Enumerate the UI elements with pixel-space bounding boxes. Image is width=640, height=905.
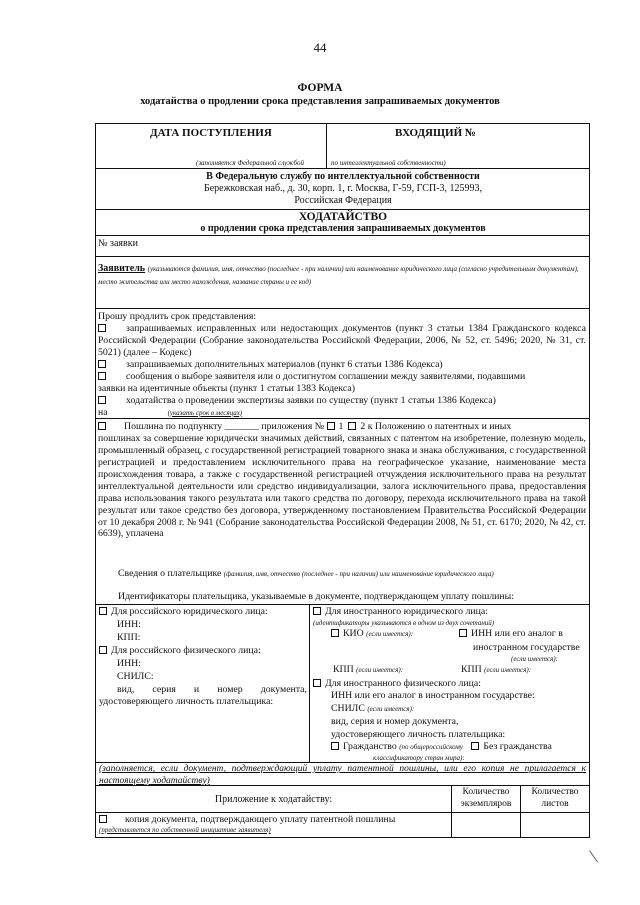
item4-checkbox[interactable] — [98, 396, 106, 404]
col-copies-header-2: экземпляров — [460, 799, 512, 809]
kio-checkbox[interactable] — [331, 629, 339, 637]
kpp2-label: КПП — [461, 663, 482, 675]
identifiers-line: Идентификаторы плательщика, указываемые в документе, подтверждающем уплату пошлины: — [118, 591, 514, 602]
fee-section — [98, 421, 586, 540]
item3-checkbox[interactable] — [98, 372, 106, 380]
na-label: на — [98, 406, 108, 418]
attachment1-label: копия документа, подтверждающего уплату патентной пошлины — [125, 814, 396, 825]
annex1-label: 1 — [338, 421, 344, 432]
foreign-snils-label: СНИЛС — [331, 703, 365, 715]
ru-doc-line2[interactable]: удостоверяющего личность плательщика: — [99, 696, 274, 708]
rule — [326, 123, 327, 169]
applicant-label: Заявитель — [98, 263, 146, 274]
fill-note-right: по интеллектуальной собственности) — [331, 159, 446, 167]
kio-label: КИО — [343, 627, 364, 639]
ru-doc-line1: вид, серия и номер документа, — [117, 683, 307, 695]
annex1-checkbox[interactable] — [327, 422, 335, 430]
request-section — [98, 311, 586, 418]
applicant-block[interactable] — [98, 262, 586, 288]
kpp2-note: (если имеется): — [484, 665, 532, 674]
na-note[interactable]: (указать срок в месяцах) — [167, 408, 243, 417]
fill-note-left: (заполняется Федеральной службой — [196, 159, 304, 167]
applicant-note: (указываются фамилия, имя, отчество (последнее - при наличии) или наименование юридического лица (согласно учредительным документам), место жительства или место нахождения, название страны и ее код) — [98, 265, 579, 286]
pen-mark — [589, 844, 608, 863]
ru-legal-checkbox[interactable] — [99, 607, 107, 615]
col-copies-header-1: Количество — [462, 787, 510, 797]
inn-analog-label: ИНН или его аналог в — [471, 627, 563, 639]
kio-note: (если имеется): — [366, 629, 414, 638]
rule — [309, 604, 310, 762]
foreign-natural-checkbox[interactable] — [313, 679, 321, 687]
foreign-natural-label: Для иностранного физического лица: — [325, 677, 481, 689]
ru-natural-checkbox[interactable] — [99, 646, 107, 654]
inn-analog-checkbox[interactable] — [459, 629, 467, 637]
application-number-label[interactable]: № заявки — [98, 238, 138, 249]
fee-body: пошлинах за совершение юридически значимых действий, связанных с патентом на изобретение, полезную модель, промышленный образец, с государственной регистрацией товарного знака и знака обслуживания, с государственной регистрацией и предоставлением исключительного права на географическое указание, наименование места происхождения товара, а также с государственной регистрацией отчуждения исключительного права на результат интеллектуальной деятельности или средство индивидуализации, залога исключительного права, предоставления права использования такого результата или такого средства по договору, перехода исключительного права на такой результат или такое средство без договора, утвержденному постановлением Правительства Российской Федерации от 10 декабря 2008 г. № 941 (Собрание законодательства Российской Федерации 2008, № 51, ст. 6170; 2020, № 42, ст. 6639), уплачена — [98, 432, 586, 540]
kpp-note: (если имеется): — [356, 665, 404, 674]
inn-analog-label2: иностранном государстве — [473, 641, 580, 653]
ru-natural-snils[interactable]: СНИЛС: — [117, 670, 154, 682]
rule — [96, 168, 590, 169]
payer-right — [313, 606, 588, 763]
attachments-label: Приложение к ходатайству: — [214, 794, 333, 805]
payer-info-note: (фамилия, имя, отчество (последнее - при наличии) или наименование юридического лица) — [223, 570, 494, 578]
attachment1-note: (представляется по собственной инициативе заявителя) — [99, 825, 271, 834]
ru-legal-kpp[interactable]: КПП: — [117, 631, 141, 643]
date-received-label: ДАТА ПОСТУПЛЕНИЯ — [150, 127, 272, 139]
col-sheets-header-1: Количество — [531, 787, 579, 797]
incoming-number-label: ВХОДЯЩИЙ № — [395, 127, 476, 139]
request-intro: Прошу продлить срок представления: — [98, 311, 257, 322]
rule — [96, 812, 590, 813]
form-subtitle: ходатайства о продлении срока представления запрашиваемых документов — [140, 96, 500, 107]
col-sheets-header-2: листов — [541, 799, 569, 809]
no-citizenship-label: Без гражданства — [483, 741, 552, 753]
annex2-label: 2 — [360, 421, 366, 432]
foreign-legal-note: (идентификаторы указываются в одном из двух сочетаний) — [313, 618, 495, 627]
request-item2: запрашиваемых дополнительных материалов (пункт 6 статьи 1386 Кодекса) — [126, 358, 443, 370]
foreign-doc-line2[interactable]: удостоверяющего личность плательщика: — [331, 728, 506, 740]
foreign-legal-checkbox[interactable] — [313, 607, 321, 615]
item1-checkbox[interactable] — [98, 324, 106, 332]
item2-checkbox[interactable] — [98, 360, 106, 368]
page-number: 44 — [313, 40, 327, 55]
addressee-line1: В Федеральную службу по интеллектуальной собственности — [206, 171, 480, 182]
request-item3a: сообщения о выборе заявителя или о достигнутом соглашении между заявителями, подавшими — [126, 370, 526, 382]
foreign-snils-note: (если имеется): — [367, 705, 415, 714]
rule — [96, 256, 590, 257]
petition-subtitle: о продлении срока представления запрашиваемых документов — [200, 223, 486, 234]
fill-note-bottom: (заполняется, если документ, подтверждающий уплату патентной пошлины, или его копия не прилагается к настоящему ходатайству) — [99, 764, 586, 786]
foreign-snils-line[interactable] — [313, 703, 588, 716]
ru-legal-inn[interactable]: ИНН: — [117, 618, 141, 630]
petition-title: ХОДАТАЙСТВО — [298, 211, 388, 223]
kpp-label: КПП — [333, 663, 354, 675]
addressee-line2: Бережковская наб., д. 30, корп. 1, г. Москва, Г-59, ГСП-3, 125993, — [203, 183, 483, 194]
ru-natural-label: Для российского физического лица: — [111, 644, 261, 656]
form-title: ФОРМА — [297, 82, 343, 94]
citizenship-checkbox[interactable] — [331, 742, 339, 750]
rule — [96, 604, 590, 605]
request-item4: ходатайства о проведении экспертизы заявки по существу (пункт 1 статьи 1386 Кодекса) — [126, 394, 496, 406]
payer-info-line[interactable] — [118, 568, 494, 580]
foreign-doc-line1: вид, серия и номер документа, — [331, 715, 459, 727]
foreign-inn-line[interactable]: ИНН или его аналог в иностранном государстве: — [331, 690, 535, 702]
annex2-checkbox[interactable] — [348, 422, 356, 430]
attachment1-checkbox[interactable] — [99, 815, 107, 823]
attachment-row — [99, 814, 449, 834]
fee-lead-end: к Положению о патентных и иных — [367, 421, 512, 432]
ru-legal-label: Для российского юридического лица: — [111, 606, 268, 617]
payer-left — [99, 606, 307, 709]
citizenship-label: Гражданство — [343, 741, 397, 753]
request-item1: запрашиваемых исправленных или недостающих документов (пункт 3 статьи 1384 Гражданского кодекса Российской Федерации (Собрание законодательства Российской Федерации, 2006, № 52, ст. 5496; 2020, № 31, ст. 5021) (далее – Кодекс) — [98, 322, 586, 358]
rule — [96, 308, 590, 309]
addressee-line3: Российская Федерация — [294, 195, 392, 206]
citizenship-note: (по общероссийскому — [399, 743, 463, 752]
classifier-note: классификатору стран мира): — [373, 754, 465, 763]
foreign-legal-label: Для иностранного юридического лица: — [325, 606, 488, 617]
request-item3b: заявки на идентичные объекты (пункт 1 статьи 1383 Кодекса) — [98, 382, 356, 394]
fee-lead: Пошлина по подпункту _______ приложения № — [124, 421, 325, 432]
ru-natural-inn[interactable]: ИНН: — [117, 657, 141, 669]
no-citizenship-checkbox[interactable] — [471, 742, 479, 750]
payer-info-label: Сведения о плательщике — [118, 568, 222, 579]
fee-checkbox[interactable] — [98, 422, 106, 430]
inn-analog-note: (если имеется): — [511, 654, 558, 663]
